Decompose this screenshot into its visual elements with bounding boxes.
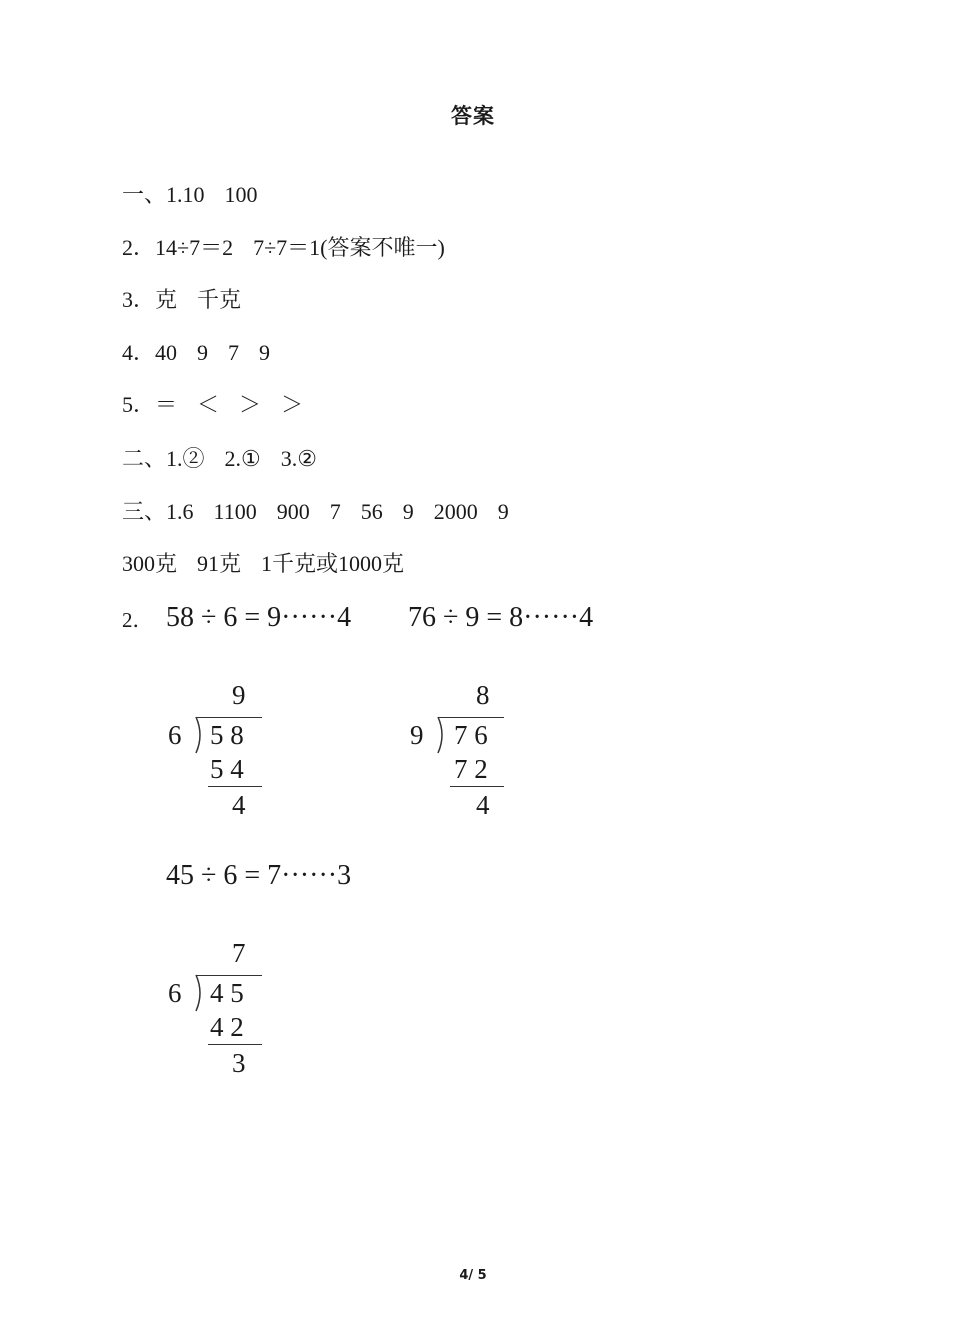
quotient: 7 xyxy=(232,938,246,968)
equation-1: 58 ÷ 6 = 9······4 xyxy=(166,602,352,633)
page-title: 答案 xyxy=(451,104,495,128)
answer-label: 二、 xyxy=(122,446,167,471)
answer-part: ＞ xyxy=(281,392,304,417)
answer-part: 14÷7＝2 xyxy=(155,235,234,260)
answer-line-3 xyxy=(122,286,241,314)
dividend: 4 5 xyxy=(210,978,244,1008)
long-division-2 xyxy=(408,680,518,820)
answer-line-4 xyxy=(122,339,270,367)
product: 7 2 xyxy=(454,754,488,784)
answer-part: 2.① xyxy=(224,446,261,471)
subtraction-line xyxy=(208,1044,262,1045)
answer-line-1 xyxy=(122,181,258,209)
answer-label: 3． xyxy=(122,287,156,312)
remainder: 4 xyxy=(232,790,246,820)
remainder: 3 xyxy=(232,1048,246,1078)
answer-part: ＜ xyxy=(197,392,220,417)
answer-line-5 xyxy=(122,391,303,419)
answer-part: 900 xyxy=(276,499,310,524)
answer-label: 5． xyxy=(122,392,156,417)
answer-line-6 xyxy=(122,445,317,473)
subtraction-line xyxy=(208,786,262,787)
answer-part: 9 xyxy=(197,340,209,365)
answer-part: 7 xyxy=(329,499,341,524)
answer-label: 一、1. xyxy=(122,182,183,207)
answer-label: 4． xyxy=(122,340,156,365)
answer-part: 1100 xyxy=(213,499,257,524)
answer-part: 7 xyxy=(228,340,240,365)
equation-2: 76 ÷ 9 = 8······4 xyxy=(408,602,594,633)
answer-part: 100 xyxy=(224,182,258,207)
quotient: 8 xyxy=(476,680,490,710)
answer-part: ＝ xyxy=(155,392,178,417)
answer-part: 9 xyxy=(259,340,271,365)
division-bracket xyxy=(434,717,448,753)
answer-part: 1.② xyxy=(166,446,205,471)
answer-part: ＞ xyxy=(239,392,262,417)
answer-part: 克 xyxy=(155,287,178,312)
divisor: 9 xyxy=(410,720,424,750)
section-2-label: 2． xyxy=(122,608,154,632)
answer-part: 1千克或1000克 xyxy=(261,551,405,576)
answer-line-2 xyxy=(122,234,445,262)
divisor: 6 xyxy=(168,720,182,750)
remainder: 4 xyxy=(476,790,490,820)
answer-part: 56 xyxy=(360,499,383,524)
page-number: 4/ 5 xyxy=(459,1268,487,1283)
answer-part: 300克 xyxy=(122,551,178,576)
answer-label: 2． xyxy=(122,235,156,260)
product: 5 4 xyxy=(210,754,244,784)
subtraction-line xyxy=(450,786,504,787)
product: 4 2 xyxy=(210,1012,244,1042)
answer-part: 9 xyxy=(497,499,509,524)
answer-part: 3.② xyxy=(280,446,317,471)
answer-part: 91克 xyxy=(197,551,242,576)
equation-3: 45 ÷ 6 = 7······3 xyxy=(166,860,352,891)
division-bracket xyxy=(192,717,206,753)
division-bracket xyxy=(192,975,206,1011)
quotient: 9 xyxy=(232,680,246,710)
divisor: 6 xyxy=(168,978,182,1008)
long-division-1 xyxy=(166,680,276,820)
answer-part: 40 xyxy=(155,340,178,365)
answer-part: 9 xyxy=(402,499,414,524)
answer-part: 7÷7＝1(答案不唯一) xyxy=(253,235,445,260)
long-division-3 xyxy=(166,938,276,1078)
answer-label: 三、1. xyxy=(122,499,183,524)
dividend: 5 8 xyxy=(210,720,244,750)
answer-line-7 xyxy=(122,498,509,526)
dividend: 7 6 xyxy=(454,720,488,750)
answer-line-8 xyxy=(122,550,404,578)
answer-part: 10 xyxy=(182,182,205,207)
answer-part: 2000 xyxy=(433,499,478,524)
answer-part: 千克 xyxy=(197,287,242,312)
answer-part: 6 xyxy=(182,499,194,524)
